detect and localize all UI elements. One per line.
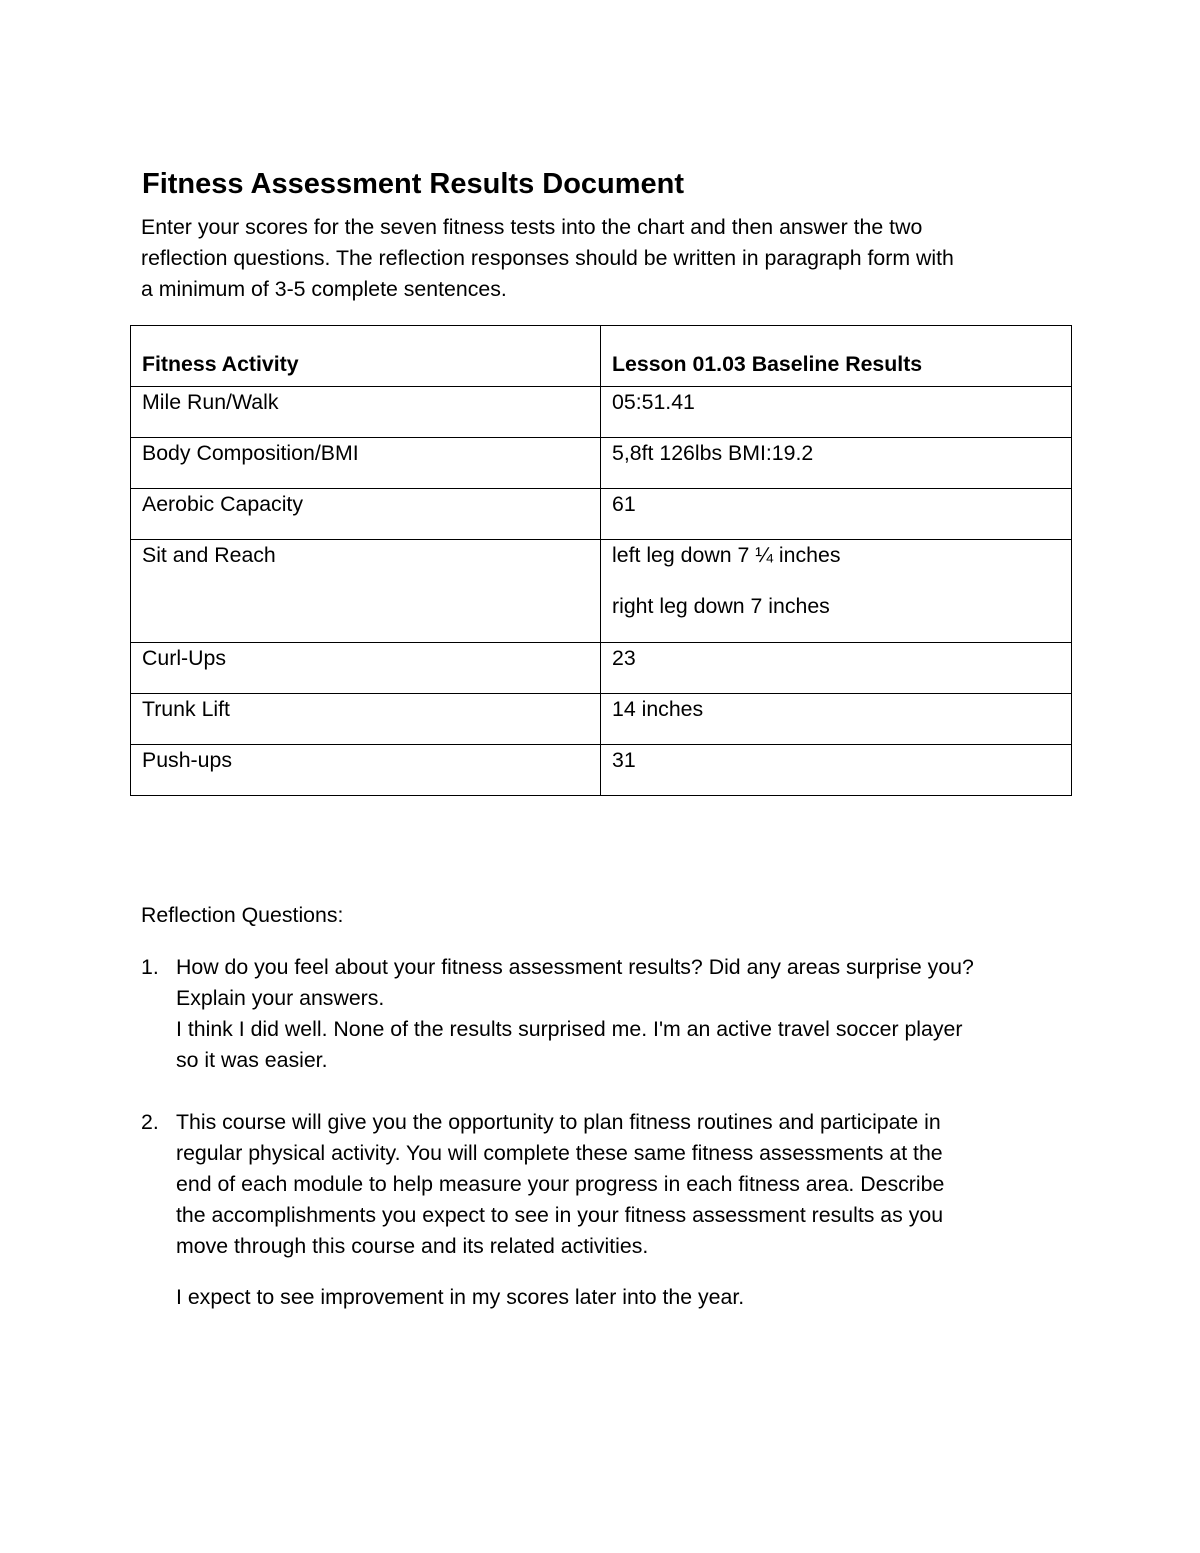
result-value: 05:51.41 [612, 390, 695, 414]
result-cell [601, 438, 1072, 489]
activity-cell: Aerobic Capacity [131, 489, 601, 540]
question-line: How do you feel about your fitness assessment results? Did any areas surprise you? [176, 955, 974, 979]
result-value: 23 [612, 646, 636, 670]
table-row [131, 643, 1072, 694]
table-row [131, 540, 1072, 643]
question-line: Explain your answers. [176, 986, 385, 1010]
result-value: right leg down 7 inches [612, 594, 830, 618]
results-table [130, 325, 1072, 796]
table-row [131, 387, 1072, 438]
question-line: move through this course and its related activities. [176, 1234, 649, 1258]
activity-cell: Curl-Ups [131, 643, 601, 694]
activity-cell: Sit and Reach [131, 540, 601, 643]
result-value: 61 [612, 492, 636, 516]
column-header-activity: Fitness Activity [131, 326, 601, 387]
question-line: This course will give you the opportunity to plan fitness routines and participate in [176, 1110, 941, 1134]
question-body [176, 952, 1071, 1076]
answer-line: I expect to see improvement in my scores later into the year. [176, 1285, 745, 1309]
table-header-row [131, 326, 1072, 387]
result-value: 31 [612, 748, 636, 772]
answer-line: I think I did well. None of the results surprised me. I'm an active travel soccer player [176, 1017, 963, 1041]
intro-line: a minimum of 3-5 complete sentences. [141, 277, 507, 301]
intro-line: reflection questions. The reflection responses should be written in paragraph form with [141, 246, 954, 270]
table-row [131, 745, 1072, 796]
result-cell [601, 540, 1072, 643]
question-number: 1. [141, 955, 159, 979]
result-cell [601, 745, 1072, 796]
table-row [131, 489, 1072, 540]
result-cell [601, 489, 1072, 540]
table-row [131, 694, 1072, 745]
result-value: 14 inches [612, 697, 704, 721]
question-line: the accomplishments you expect to see in your fitness assessment results as you [176, 1203, 944, 1227]
column-header-results: Lesson 01.03 Baseline Results [601, 326, 1072, 387]
activity-cell: Trunk Lift [131, 694, 601, 745]
intro-line: Enter your scores for the seven fitness tests into the chart and then answer the two [141, 215, 923, 239]
table-row [131, 438, 1072, 489]
question-body [176, 1107, 1071, 1313]
answer-line: so it was easier. [176, 1048, 328, 1072]
activity-cell: Body Composition/BMI [131, 438, 601, 489]
reflection-heading: Reflection Questions: [141, 903, 344, 927]
result-value: 5,8ft 126lbs BMI:19.2 [612, 441, 814, 465]
question-line: regular physical activity. You will complete these same fitness assessments at the [176, 1141, 943, 1165]
question-number: 2. [141, 1110, 159, 1134]
intro-paragraph [141, 212, 1061, 305]
activity-cell: Mile Run/Walk [131, 387, 601, 438]
document-title: Fitness Assessment Results Document [142, 168, 685, 200]
result-cell [601, 387, 1072, 438]
activity-cell: Push-ups [131, 745, 601, 796]
result-value: left leg down 7 ¼ inches [612, 543, 841, 567]
result-cell [601, 643, 1072, 694]
question-line: end of each module to help measure your progress in each fitness area. Describe [176, 1172, 945, 1196]
result-cell [601, 694, 1072, 745]
